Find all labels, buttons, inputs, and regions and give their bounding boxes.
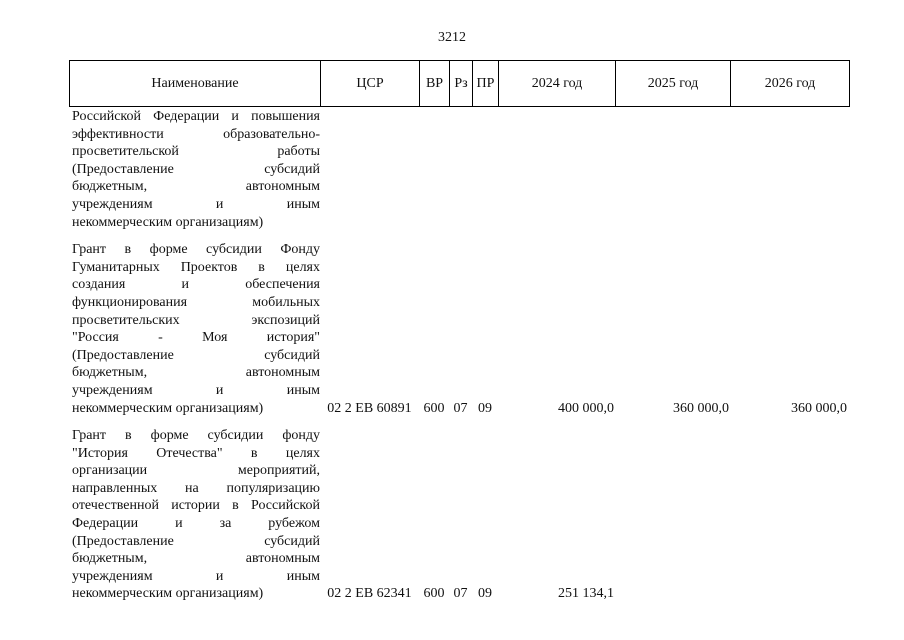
row-csr: 02 2 ЕВ 62341 [327, 586, 412, 602]
header-name: Наименование [70, 61, 321, 106]
name-line: (Предоставление субсидий [72, 161, 320, 177]
name-line: просветительских экспозиций [72, 312, 320, 328]
name-line: (Предоставление субсидий [72, 533, 320, 549]
row-csr: 02 2 ЕВ 60891 [327, 400, 412, 416]
row-rz: 07 [453, 586, 468, 602]
row-2025: 360 000,0 [673, 400, 729, 416]
name-line: некоммерческим организациям) [72, 400, 264, 416]
row-vr: 600 [423, 400, 445, 416]
name-line: эффективности образовательно- [72, 126, 320, 142]
name-line: функционирования мобильных [72, 294, 320, 310]
name-line: Федерации и за рубежом [72, 516, 320, 532]
page-number: 3212 [438, 30, 466, 45]
row-name [69, 241, 320, 417]
table-header [69, 60, 850, 107]
name-line: организации мероприятий, [72, 463, 320, 479]
name-line: Грант в форме субсидии Фонду [72, 242, 320, 258]
table-row [69, 241, 850, 417]
name-line: некоммерческим организациям) [72, 214, 264, 230]
name-line: некоммерческим организациям) [72, 586, 264, 602]
table-row [69, 427, 850, 603]
name-line: просветительской работы [72, 144, 320, 160]
name-line: (Предоставление субсидий [72, 347, 320, 363]
row-name [69, 427, 320, 603]
name-line: бюджетным, автономным [72, 365, 320, 381]
table-body [69, 108, 850, 613]
row-pr: 09 [478, 400, 492, 416]
header-vr: ВР [420, 61, 450, 106]
name-line: учреждениям и иным [72, 382, 320, 398]
row-pr: 09 [478, 586, 492, 602]
header-pr: ПР [473, 61, 499, 106]
name-line: Российской Федерации и повышения [72, 109, 320, 124]
header-rz: Рз [450, 61, 473, 106]
name-line: бюджетным, автономным [72, 551, 320, 567]
row-name [69, 108, 320, 231]
name-line: учреждениям и иным [72, 196, 320, 212]
row-rz: 07 [453, 400, 468, 416]
name-line: "Россия - Моя история" [72, 330, 320, 346]
header-2025: 2025 год [616, 61, 731, 106]
header-2024: 2024 год [499, 61, 616, 106]
name-line: "История Отечества" в целях [72, 445, 320, 461]
row-2026: 360 000,0 [791, 400, 847, 416]
table-row [69, 108, 850, 231]
row-2024: 251 134,1 [558, 586, 614, 602]
name-line: создания и обеспечения [72, 277, 320, 293]
header-csr: ЦСР [321, 61, 420, 106]
name-line: отечественной истории в Российской [72, 498, 320, 514]
header-2026: 2026 год [764, 75, 816, 91]
name-line: направленных на популяризацию [72, 480, 320, 496]
name-line: учреждениям и иным [72, 568, 320, 584]
name-line: Грант в форме субсидии фонду [72, 428, 320, 444]
row-2024: 400 000,0 [558, 400, 614, 416]
row-vr: 600 [423, 586, 445, 602]
name-line: бюджетным, автономным [72, 179, 320, 195]
name-line: Гуманитарных Проектов в целях [72, 259, 320, 275]
